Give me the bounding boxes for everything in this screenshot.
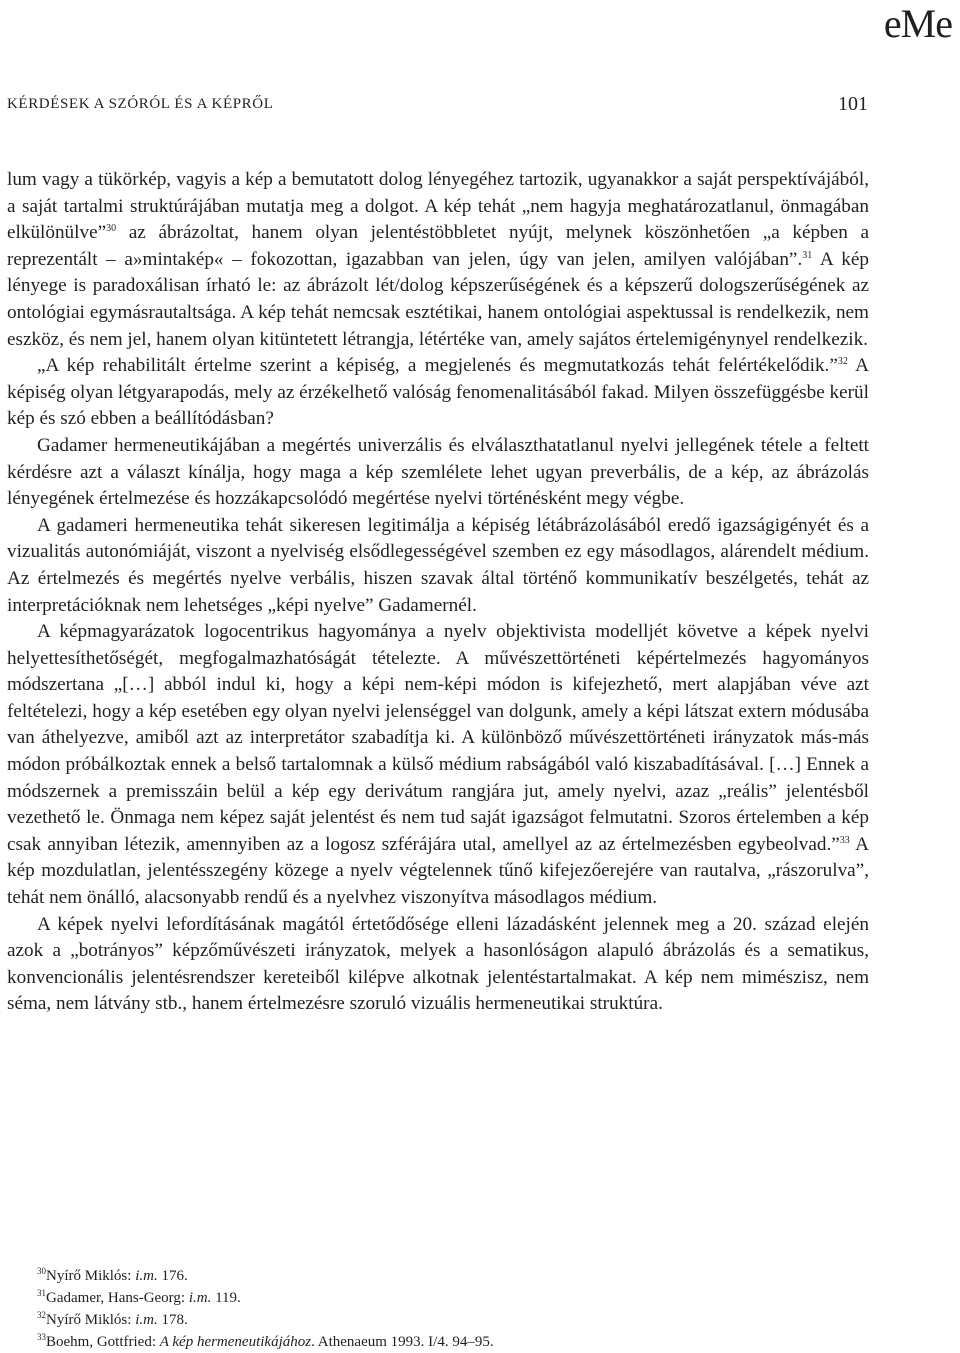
footnote-work: i.m.: [188, 1290, 212, 1306]
footnote-number: 32: [37, 1310, 46, 1320]
body-text: [7, 167, 869, 1018]
footnote: [37, 1309, 494, 1331]
paragraph-text: A kép lényege is paradoxálisan írható le: az ábrázolt lét/dolog képszerűségének és a képszerű dologszerűségének az ontológiai egymásrautaltsága. A kép tehát nemcsak esztétikai, hanem ontológiai aspektussal is rendelkezik, nem eszköz, és nem jel, hanem olyan kitüntetett létrangja, létértéke van, amely sajátos értelemigénynyel rendelkezik.: [7, 248, 869, 350]
footnote: [37, 1331, 494, 1353]
paragraph-text: „A kép rehabilitált értelme szerint a képiség, a megjelenés és megmutatkozás tehát felértékelődik.”: [37, 355, 838, 377]
footnote-author: Nyírő Miklós:: [46, 1312, 136, 1328]
footnote-ref: 30: [106, 223, 117, 235]
running-head: KÉRDÉSEK A SZÓRÓL ÉS A KÉPRŐL: [7, 96, 274, 112]
footnote-author: Boehm, Gottfried:: [46, 1334, 160, 1350]
paragraph: A képek nyelvi lefordításának magától értetődősége elleni lázadásként jelennek meg a 20. század elején azok a „botrányos” képzőművészeti irányzatok, melyek a hasonlóságon alapuló ábrázolás és a sematikus, konvencionális jelentésrendszer kereteiből kilépve alkotnak jelentéstartalmakat. A kép nem mimészisz, nem séma, nem látvány stb., hanem értelmezésre szoruló vizuális hermeneutikai struktúra.: [7, 913, 869, 1015]
paragraph: [7, 167, 869, 353]
paragraph: [7, 619, 869, 912]
footnote-number: 31: [37, 1288, 46, 1298]
footnotes: [37, 1265, 494, 1353]
footnote-rest: 119.: [211, 1290, 241, 1306]
paragraph-text: A kép mozdulatlan, jelentésszegény közege a nyelv végtelennek tűnő kifejezőerejére van rautalva, „rászorulva”, tehát nem önálló, alacsonyabb rendű és a nyelvhez viszonyítva másodlagos médium.: [7, 833, 869, 909]
footnote-number: 33: [37, 1332, 46, 1342]
footnote-ref: 32: [837, 356, 848, 368]
footnote-work: A kép hermeneutikájához: [159, 1334, 312, 1350]
page-number: 101: [838, 93, 868, 115]
footnote: [37, 1265, 494, 1287]
footnote-rest: . Athenaeum 1993. I/4. 94–95.: [311, 1334, 494, 1350]
footnote-number: 30: [37, 1266, 46, 1276]
footnote-rest: 178.: [157, 1312, 188, 1328]
paragraph-text: lum vagy a tükörkép, vagyis a kép a bemutatott dolog lényegéhez tartozik, ugyanakkor a saját perspektívájából, a saját tartalmi struktúrájában mutatja meg a dolgot. A kép tehát „nem hagyja meghatározatlanul, önmagában elkülönülve”: [7, 169, 869, 244]
paragraph: [7, 353, 869, 433]
footnote-author: Gadamer, Hans-Georg:: [46, 1290, 189, 1306]
paragraph-text: az ábrázoltat, hanem olyan jelentéstöbbletet nyújt, melynek köszönhetően „a képben a reprezentált – a»mintakép« – fokozottan, igazabban van jelen, úgy van jelen, amilyen valójában”.: [7, 222, 869, 270]
footnote-rest: 176.: [157, 1268, 188, 1284]
footnote-work: i.m.: [135, 1312, 158, 1328]
footnote: [37, 1287, 494, 1309]
journal-logo-text: eMe: [883, 1, 952, 46]
footnote-ref: 31: [802, 249, 813, 261]
footnote-author: Nyírő Miklós:: [46, 1268, 136, 1284]
journal-logo: [884, 2, 952, 46]
paragraph-text: A képiség olyan létgyarapodás, mely az érzékelhető valóság fenomenalitásából fakad. Milyen összefüggésbe kerül kép és szó ebben a beállítódásban?: [7, 355, 869, 430]
paragraph: A gadameri hermeneutika tehát sikeresen legitimálja a képiség létábrázolásából eredő igazságigényét és a vizualitás autonómiáját, viszont a nyelviség elsődlegességével szemben ez egy másodlagos, alárendelt médium. Az értelmezés és megértés nyelve verbális, hiszen szavak által történő kommunikatív beszélgetés, tehát az interpretációknak nem lehetséges „képi nyelve” Gadamernél.: [7, 514, 869, 616]
footnote-ref: 33: [839, 834, 850, 846]
footnote-work: i.m.: [135, 1268, 158, 1284]
paragraph: Gadamer hermeneutikájában a megértés univerzális és elválaszthatatlanul nyelvi jellegének tétele a feltett kérdésre azt a választ kínálja, hogy maga a kép szemlélete lehet ugyan preverbális, de a kép, az ábrázolás lényegének értelmezése és hozzákapcsolódó megértése nyelvi történésként megy végbe.: [7, 434, 869, 510]
paragraph-text: A képmagyarázatok logocentrikus hagyománya a nyelv objektivista modelljét követve a képek nyelvi helyettesíthetőségét, megfogalmazhatóságát tételezte. A művészettörténeti képértelmezés hagyományos módszertana „[…] abból indul ki, hogy a képi nem-képi módon is kifejezhető, mert alapjában véve azt feltételezi, hogy a kép esetében egy olyan nyelvi jelenséggel van dolgunk, amely a képi látszat extern módusába van áthelyezve, amiből azt az interpretátor szabadítja ki. A különböző művészettörténeti irányzatok más-más módon próbálkoztak ennek a belső tartalomnak a külső médium rabságából való kiszabadításával. […] Ennek a módszernek a premisszáin belül a kép egy derivátum rangjára jut, amely nyelvi, azaz „reális” jelentésből vezethető le. Önmaga nem képez saját jelentést és nem tud saját igazságot felmutatni. Szoros értelemben a kép csak annyiban létezik, amennyiben az a logosz szférájára utal, amellyel az az értelmezésben egybeolvad.”: [7, 621, 869, 855]
